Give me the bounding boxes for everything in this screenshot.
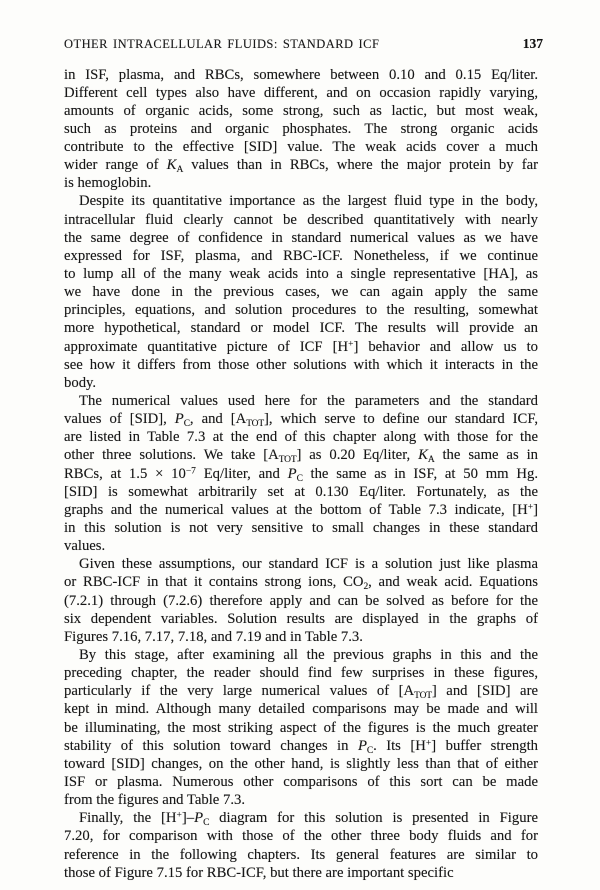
body-text [64, 66, 538, 882]
text-line: By this stage, after examining all the previous graphs in this and the [79, 647, 538, 663]
text-line: from the figures and Table 7.3. [64, 792, 246, 809]
text-line: contribute to the effective [SID] value. The weak acids cover a much [64, 139, 538, 156]
running-header-title: OTHER INTRACELLULAR FLUIDS: STANDARD ICF [64, 37, 380, 51]
text-line: are listed in Table 7.3 at the end of this chapter along with those for the [64, 429, 538, 446]
text-line: 7.20, for comparison with those of the other three body fluids and for [64, 828, 538, 845]
text-line: preceding chapter, the reader should find few surprises in these figures, [64, 665, 538, 682]
text-line: we have done in the previous cases, we can again apply the same [64, 284, 538, 301]
text-line: Given these assumptions, our standard ICF is a solution just like plasma [79, 556, 538, 573]
text-line: intracellular fluid clearly cannot be described quantitatively with nearly [64, 211, 538, 228]
text-line: RBCs, at $1.5 \times 10^{-7}$ Eq/liter, and $P_C$ the same as in ISF, at 50 mm Hg. [64, 465, 538, 484]
text-line: such as proteins and organic phosphates. The strong organic acids [64, 120, 538, 137]
text-line: expressed for ISF, plasma, and RBC-ICF. Nonetheless, if we continue [64, 247, 538, 264]
text-line: the same degree of confidence in standard numerical values as we have [64, 229, 538, 246]
text-line: (7.2.1) through (7.2.6) therefore apply and can be solved as before for the [64, 592, 538, 609]
text-line: graphs and the numerical values at the bottom of Table 7.3 indicate, [H+] [64, 501, 538, 518]
text-line: to lump all of the many weak acids into a single representative [HA], as [64, 266, 538, 283]
text-line: six dependent variables. Solution results are displayed in the graphs of [64, 610, 538, 627]
text-line: wider range of $K_A$ values than in RBCs, where the major protein by far [64, 157, 538, 176]
text-line: toward [SID] changes, on the other hand, is slightly less than that of either [64, 755, 538, 772]
text-line: stability of this solution toward changes in $P_C$. Its [H+] buffer strength [64, 737, 539, 756]
text-line: Different cell types also have different, and on occasion rapidly varying, [64, 84, 538, 101]
text-line: other three solutions. We take $[A_{TOT}]$ as 0.20 Eq/liter, $K_A$ the same as in [64, 447, 539, 466]
text-line: kept in mind. Although many detailed comparisons may be made and will [64, 701, 538, 718]
text-line: or RBC-ICF in that it contains strong ions, $CO_2$, and weak acid. Equations [64, 574, 538, 593]
page-number: 137 [522, 36, 543, 51]
text-line: amounts of organic acids, some strong, such as lactic, but most weak, [64, 102, 538, 119]
text-line: be illuminating, the most striking aspect of the figures is the much greater [64, 719, 538, 736]
text-line: body. [64, 374, 97, 391]
text-line: those of Figure 7.15 for RBC-ICF, but there are important specific [64, 864, 454, 881]
text-line: Despite its quantitative importance as the largest fluid type in the body, [79, 193, 538, 210]
text-line: Finally, the $[H^+]-P_C$ diagram for this solution is presented in Figure [79, 810, 538, 829]
text-line: values of [SID], $P_C$, and $[A_{TOT}]$, which serve to define our standard ICF, [64, 411, 538, 430]
text-line: [SID] is somewhat arbitrarily set at 0.130 Eq/liter. Fortunately, as the [64, 483, 538, 500]
text-line: in ISF, plasma, and RBCs, somewhere between 0.10 and 0.15 Eq/liter. [64, 66, 538, 83]
text-line: particularly if the very large numerical values of $[A_{TOT}]$ and [SID] are [64, 683, 538, 702]
text-line: more hypothetical, standard or model ICF. The results will provide an [64, 320, 538, 337]
text-line: principles, equations, and solution procedures to the resulting, somewhat [64, 302, 538, 319]
text-line: ISF or plasma. Numerous other comparisons of this sort can be made [64, 773, 538, 790]
text-line: The numerical values used here for the parameters and the standard [79, 393, 538, 410]
text-line: is hemoglobin. [64, 175, 152, 192]
text-line: reference in the following chapters. Its general features are similar to [64, 846, 538, 863]
running-header [64, 36, 543, 52]
text-line: in this solution is not very sensitive to small changes in these standard [64, 520, 538, 537]
text-line: see how it differs from those other solutions with which it interacts in the [64, 356, 538, 373]
text-line: Figures 7.16, 7.17, 7.18, and 7.19 and in Table 7.3. [64, 628, 363, 645]
text-line: approximate quantitative picture of ICF [H+] behavior and allow us to [64, 338, 538, 355]
text-line: values. [64, 538, 106, 555]
